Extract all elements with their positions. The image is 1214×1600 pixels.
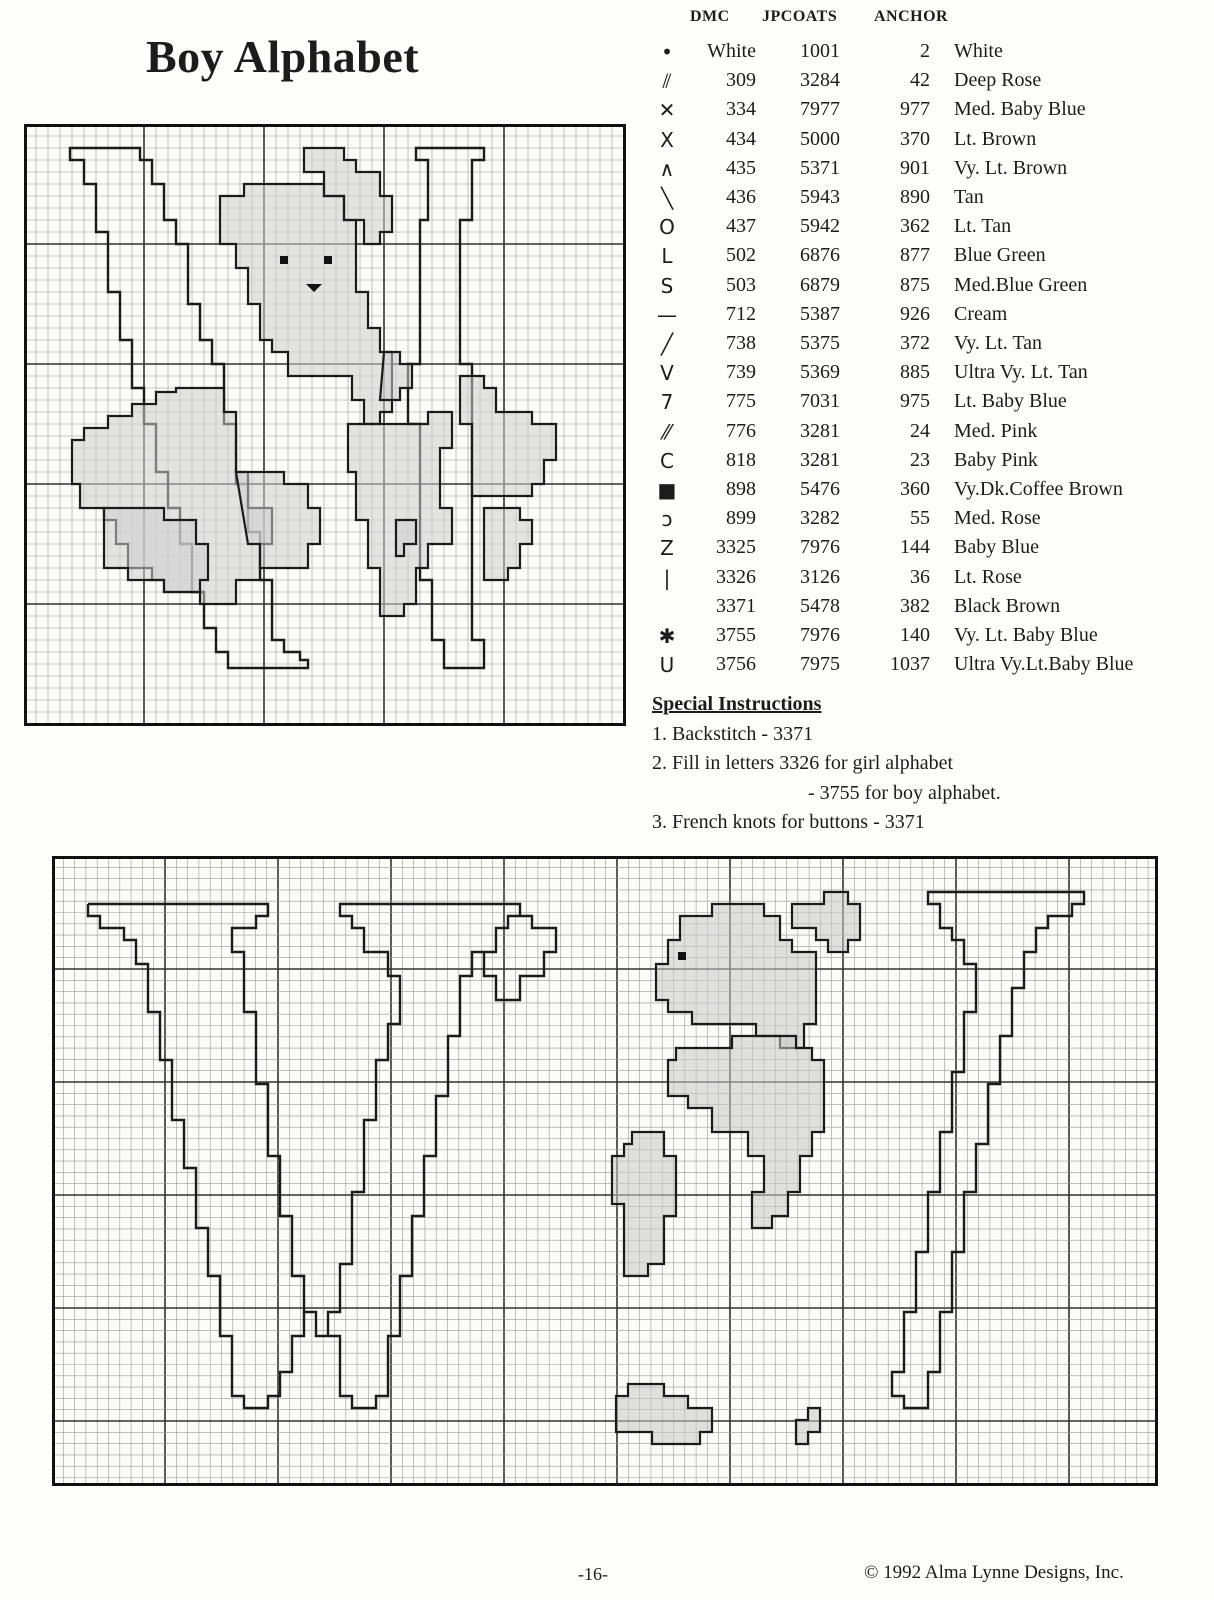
key-dmc: 3325 <box>716 536 756 559</box>
key-color-name: Vy. Lt. Brown <box>954 156 1068 179</box>
key-dmc: White <box>707 40 756 62</box>
key-jpcoats: 6879 <box>800 273 840 296</box>
key-dmc: 435 <box>726 156 756 179</box>
key-jpcoats: 3282 <box>800 507 840 530</box>
key-jpcoats: 5375 <box>800 332 840 354</box>
key-anchor: 362 <box>900 215 930 238</box>
key-symbol: ↄ <box>661 507 673 532</box>
key-color-name: Lt. Rose <box>954 565 1022 588</box>
page-title: Boy Alphabet <box>146 31 420 82</box>
key-symbol: O <box>659 215 675 240</box>
key-jpcoats: 6876 <box>800 244 840 267</box>
key-symbol: — <box>657 302 677 327</box>
key-jpcoats: 7976 <box>800 536 840 559</box>
key-symbol: 7 <box>660 390 674 415</box>
key-symbol: Z <box>660 536 674 561</box>
key-jpcoats: 5369 <box>800 361 840 384</box>
key-anchor: 977 <box>900 98 930 121</box>
key-symbol: C <box>660 448 674 473</box>
key-anchor: 890 <box>900 186 930 208</box>
key-header-jpcoats: JPCOATS <box>762 8 838 25</box>
pattern-chart-letter-w <box>52 856 1158 1486</box>
key-header-dmc: DMC <box>690 8 730 25</box>
key-jpcoats: 3281 <box>800 419 840 442</box>
key-color-name: Blue Green <box>954 244 1046 267</box>
instruction-fill-letters: 2. Fill in letters 3326 for girl alphabet <box>652 752 954 774</box>
key-jpcoats: 7976 <box>800 624 840 646</box>
key-symbol: S <box>660 273 674 298</box>
key-dmc: 899 <box>726 507 756 530</box>
key-symbol: ✱ <box>658 624 676 648</box>
key-color-name: Vy.Dk.Coffee Brown <box>954 478 1123 500</box>
key-jpcoats: 3126 <box>800 565 840 588</box>
key-color-name: Baby Pink <box>954 448 1038 471</box>
key-jpcoats: 5942 <box>800 215 840 238</box>
key-color-name: Med. Rose <box>954 507 1041 530</box>
key-symbol: • <box>661 40 673 64</box>
key-jpcoats: 1001 <box>800 40 840 62</box>
key-jpcoats: 7977 <box>800 98 840 121</box>
key-dmc: 3755 <box>716 624 756 646</box>
key-anchor: 372 <box>900 332 930 354</box>
key-anchor: 926 <box>900 302 930 325</box>
key-symbol: ⫽ <box>662 69 672 94</box>
key-color-name: Lt. Brown <box>954 127 1037 150</box>
key-symbol: U <box>659 653 675 678</box>
key-jpcoats: 5000 <box>800 127 840 150</box>
key-anchor: 975 <box>900 390 930 413</box>
special-instructions <box>652 690 1001 838</box>
key-jpcoats: 5943 <box>800 186 840 208</box>
pattern-chart-letter-x <box>24 124 626 726</box>
key-anchor: 877 <box>900 244 930 267</box>
key-dmc: 502 <box>726 244 756 267</box>
key-symbol: ✕ <box>658 98 676 123</box>
copyright-notice: © 1992 Alma Lynne Designs, Inc. <box>864 1562 1124 1583</box>
key-dmc: 738 <box>726 332 756 354</box>
key-color-name: Cream <box>954 302 1008 325</box>
key-color-name: Black Brown <box>954 594 1061 617</box>
key-anchor: 1037 <box>890 653 930 676</box>
key-anchor: 2 <box>920 40 930 62</box>
instruction-fill-letters-boy: - 3755 for boy alphabet. <box>808 781 1001 804</box>
key-anchor: 382 <box>900 594 930 617</box>
key-anchor: 23 <box>910 448 930 471</box>
key-dmc: 712 <box>726 302 756 325</box>
key-dmc: 898 <box>726 478 756 500</box>
key-color-name: Ultra Vy. Lt. Tan <box>954 361 1088 384</box>
key-jpcoats: 7975 <box>800 653 840 676</box>
key-anchor: 875 <box>900 273 930 296</box>
key-jpcoats: 5387 <box>800 302 840 325</box>
page-number: -16- <box>578 1564 608 1584</box>
key-jpcoats: 7031 <box>800 390 840 413</box>
teddy-bear-motif <box>612 892 860 1444</box>
key-jpcoats: 5476 <box>800 478 840 500</box>
key-color-name: Med. Baby Blue <box>954 98 1086 121</box>
key-dmc: 437 <box>726 215 756 238</box>
key-dmc: 3756 <box>716 653 756 676</box>
key-anchor: 370 <box>900 127 930 150</box>
letter-w-middle <box>328 952 484 1408</box>
key-symbol: X <box>660 127 674 152</box>
key-jpcoats: 5478 <box>800 594 840 617</box>
key-jpcoats: 5371 <box>800 156 840 179</box>
key-color-name: Tan <box>954 186 984 208</box>
key-symbol: ⁄⁄ <box>663 419 671 444</box>
key-dmc: 775 <box>726 390 756 413</box>
key-color-name: Lt. Tan <box>954 215 1012 238</box>
key-jpcoats: 3284 <box>800 69 840 92</box>
key-color-name: Vy. Lt. Tan <box>954 332 1043 354</box>
key-anchor: 36 <box>910 565 930 588</box>
key-dmc: 309 <box>726 69 756 92</box>
key-anchor: 42 <box>910 69 930 92</box>
key-dmc: 503 <box>726 273 756 296</box>
key-dmc: 334 <box>726 98 756 121</box>
key-color-name: Med.Blue Green <box>954 273 1088 296</box>
key-anchor: 55 <box>910 507 930 530</box>
key-dmc: 3371 <box>716 594 756 617</box>
instruction-backstitch: 1. Backstitch - 3371 <box>652 722 814 745</box>
key-anchor: 360 <box>900 478 930 500</box>
key-anchor: 144 <box>900 536 930 559</box>
key-dmc: 436 <box>726 186 756 208</box>
instruction-french-knots: 3. French knots for buttons - 3371 <box>652 811 925 833</box>
key-symbol: ∧ <box>659 156 675 181</box>
key-symbol: V <box>660 361 674 386</box>
special-instructions-title: Special Instructions <box>652 693 822 715</box>
key-symbol: ■ <box>657 478 677 502</box>
key-color-name: White <box>954 40 1003 62</box>
key-symbol: | <box>663 565 671 590</box>
key-color-name: Lt. Baby Blue <box>954 390 1067 413</box>
key-symbol: ╱ <box>660 332 674 356</box>
key-anchor: 24 <box>910 419 930 442</box>
key-color-name: Vy. Lt. Baby Blue <box>954 624 1098 646</box>
key-dmc: 3326 <box>716 565 756 588</box>
key-color-name: Ultra Vy.Lt.Baby Blue <box>954 653 1134 676</box>
key-anchor: 901 <box>900 156 930 179</box>
key-color-name: Deep Rose <box>954 69 1042 92</box>
key-anchor: 140 <box>900 624 930 646</box>
key-symbol: ╲ <box>660 186 674 210</box>
key-dmc: 739 <box>726 361 756 384</box>
key-dmc: 818 <box>726 448 756 471</box>
key-header-anchor: ANCHOR <box>874 8 949 25</box>
key-color-name: Baby Blue <box>954 536 1039 559</box>
key-dmc: 434 <box>726 127 756 150</box>
key-jpcoats: 3281 <box>800 448 840 471</box>
key-color-name: Med. Pink <box>954 419 1038 442</box>
key-dmc: 776 <box>726 419 756 442</box>
key-symbol: L <box>661 244 673 269</box>
key-anchor: 885 <box>900 361 930 384</box>
